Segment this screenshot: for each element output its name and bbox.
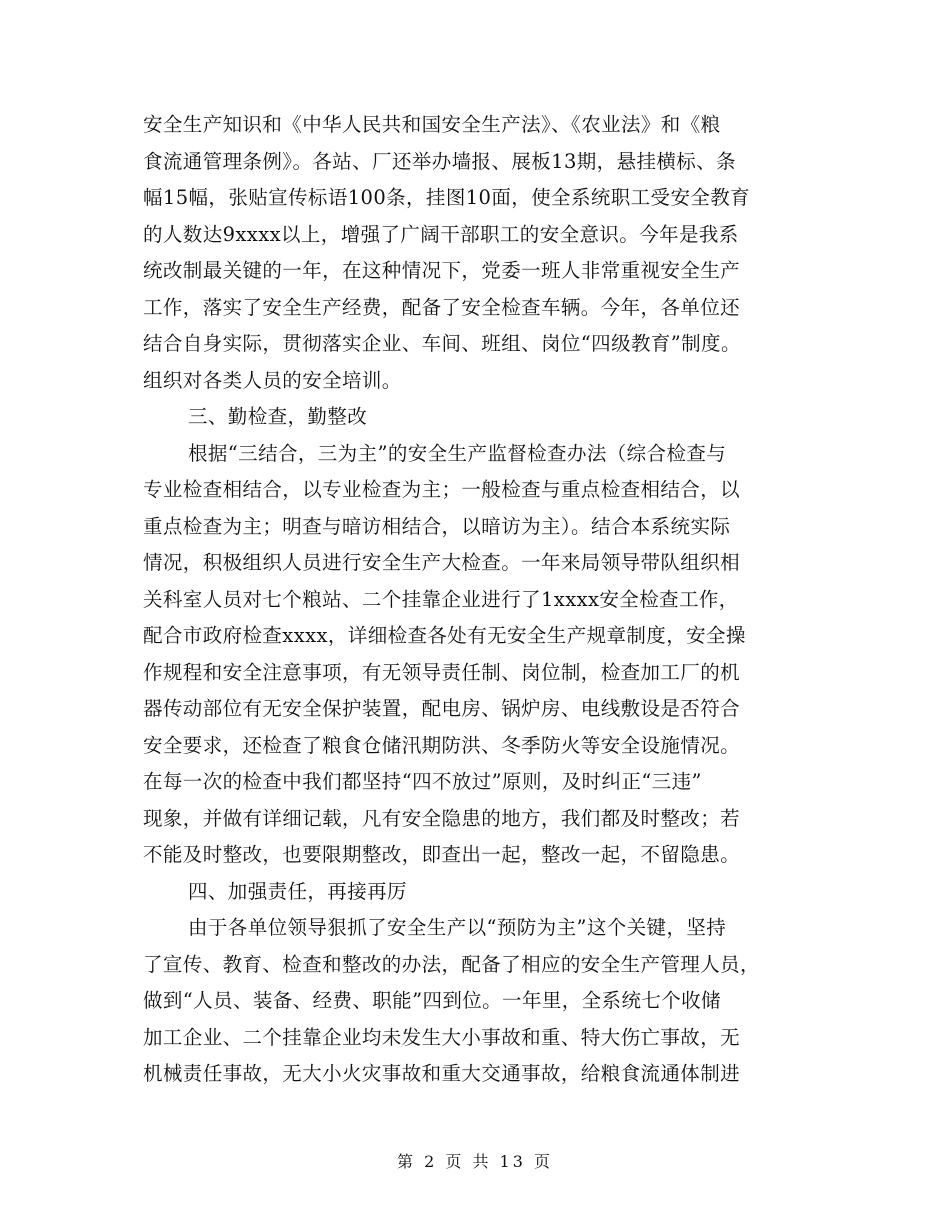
paragraph-line: 加工企业、二个挂靠企业均未发生大小事故和重、特大伤亡事故，无: [143, 1025, 741, 1049]
paragraph-line: 现象，并做有详细记载，凡有安全隐患的地方，我们都及时整改；若: [143, 806, 741, 830]
paragraph-line: 结合自身实际，贯彻落实企业、车间、班组、岗位“四级教育”制度。: [143, 332, 741, 355]
paragraph-line: 统改制最关键的一年，在这种情况下，党委一班人非常重视安全生产: [143, 259, 741, 282]
paragraph-line: 作规程和安全注意事项，有无领导责任制、岗位制，检查加工厂的机: [143, 660, 741, 684]
paragraph-line: 关科室人员对七个粮站、二个挂靠企业进行了1xxxx安全检查工作，: [143, 587, 739, 611]
paragraph-line: 配合市政府检查xxxx，详细检查各处有无安全生产规章制度，安全操: [143, 624, 746, 647]
paragraph-line: 做到“人员、装备、经费、职能”四到位。一年里，全系统七个收储: [143, 989, 721, 1012]
paragraph-line: 食流通管理条例》。各站、厂还举办墙报、展板13期，悬挂横标、条: [143, 149, 736, 173]
section-heading: 三、勤检查，勤整改: [188, 405, 368, 428]
paragraph-line: 安全生产知识和《中华人民共和国安全生产法》、《农业法》和《粮: [143, 113, 721, 136]
paragraph-line: 根据“三结合，三为主”的安全生产监督检查办法（综合检查与: [188, 441, 727, 465]
paragraph-line: 了宣传、教育、检查和整改的办法，配备了相应的安全生产管理人员，: [143, 952, 760, 976]
paragraph-line: 组织对各类人员的安全培训。: [143, 368, 402, 392]
paragraph-line: 由于各单位领导狠抓了安全生产以“预防为主”这个关键，坚持: [188, 916, 727, 939]
page-footer: 第 2 页 共 13 页: [397, 1152, 553, 1171]
paragraph-line: 专业检查相结合，以专业检查为主；一般检查与重点检查相结合，以: [143, 478, 741, 501]
paragraph-line: 安全要求，还检查了粮食仓储汛期防洪、冬季防火等安全设施情况。: [143, 733, 741, 757]
section-heading: 四、加强责任，再接再厉: [188, 879, 407, 903]
paragraph-line: 情况，积极组织人员进行安全生产大检查。一年来局领导带队组织相: [143, 551, 741, 574]
paragraph-line: 器传动部位有无安全保护装置，配电房、锅炉房、电线敷设是否符合: [143, 697, 741, 720]
paragraph-line: 机械责任事故，无大小火灾事故和重大交通事故，给粮食流通体制进: [143, 1062, 741, 1085]
paragraph-line: 重点检查为主；明查与暗访相结合，以暗访为主）。结合本系统实际: [143, 514, 731, 538]
paragraph-line: 的人数达9xxxx以上，增强了广阔干部职工的安全意识。今年是我系: [143, 222, 739, 246]
paragraph-line: 幅15幅，张贴宣传标语100条，挂图10面，使全系统职工受安全教育: [143, 186, 751, 209]
paragraph-line: 工作，落实了安全生产经费，配备了安全检查车辆。今年，各单位还: [143, 295, 741, 319]
paragraph-line: 在每一次的检查中我们都坚持“四不放过”原则，及时纠正“三违”: [143, 770, 702, 793]
paragraph-line: 不能及时整改，也要限期整改，即查出一起，整改一起，不留隐患。: [143, 843, 741, 866]
